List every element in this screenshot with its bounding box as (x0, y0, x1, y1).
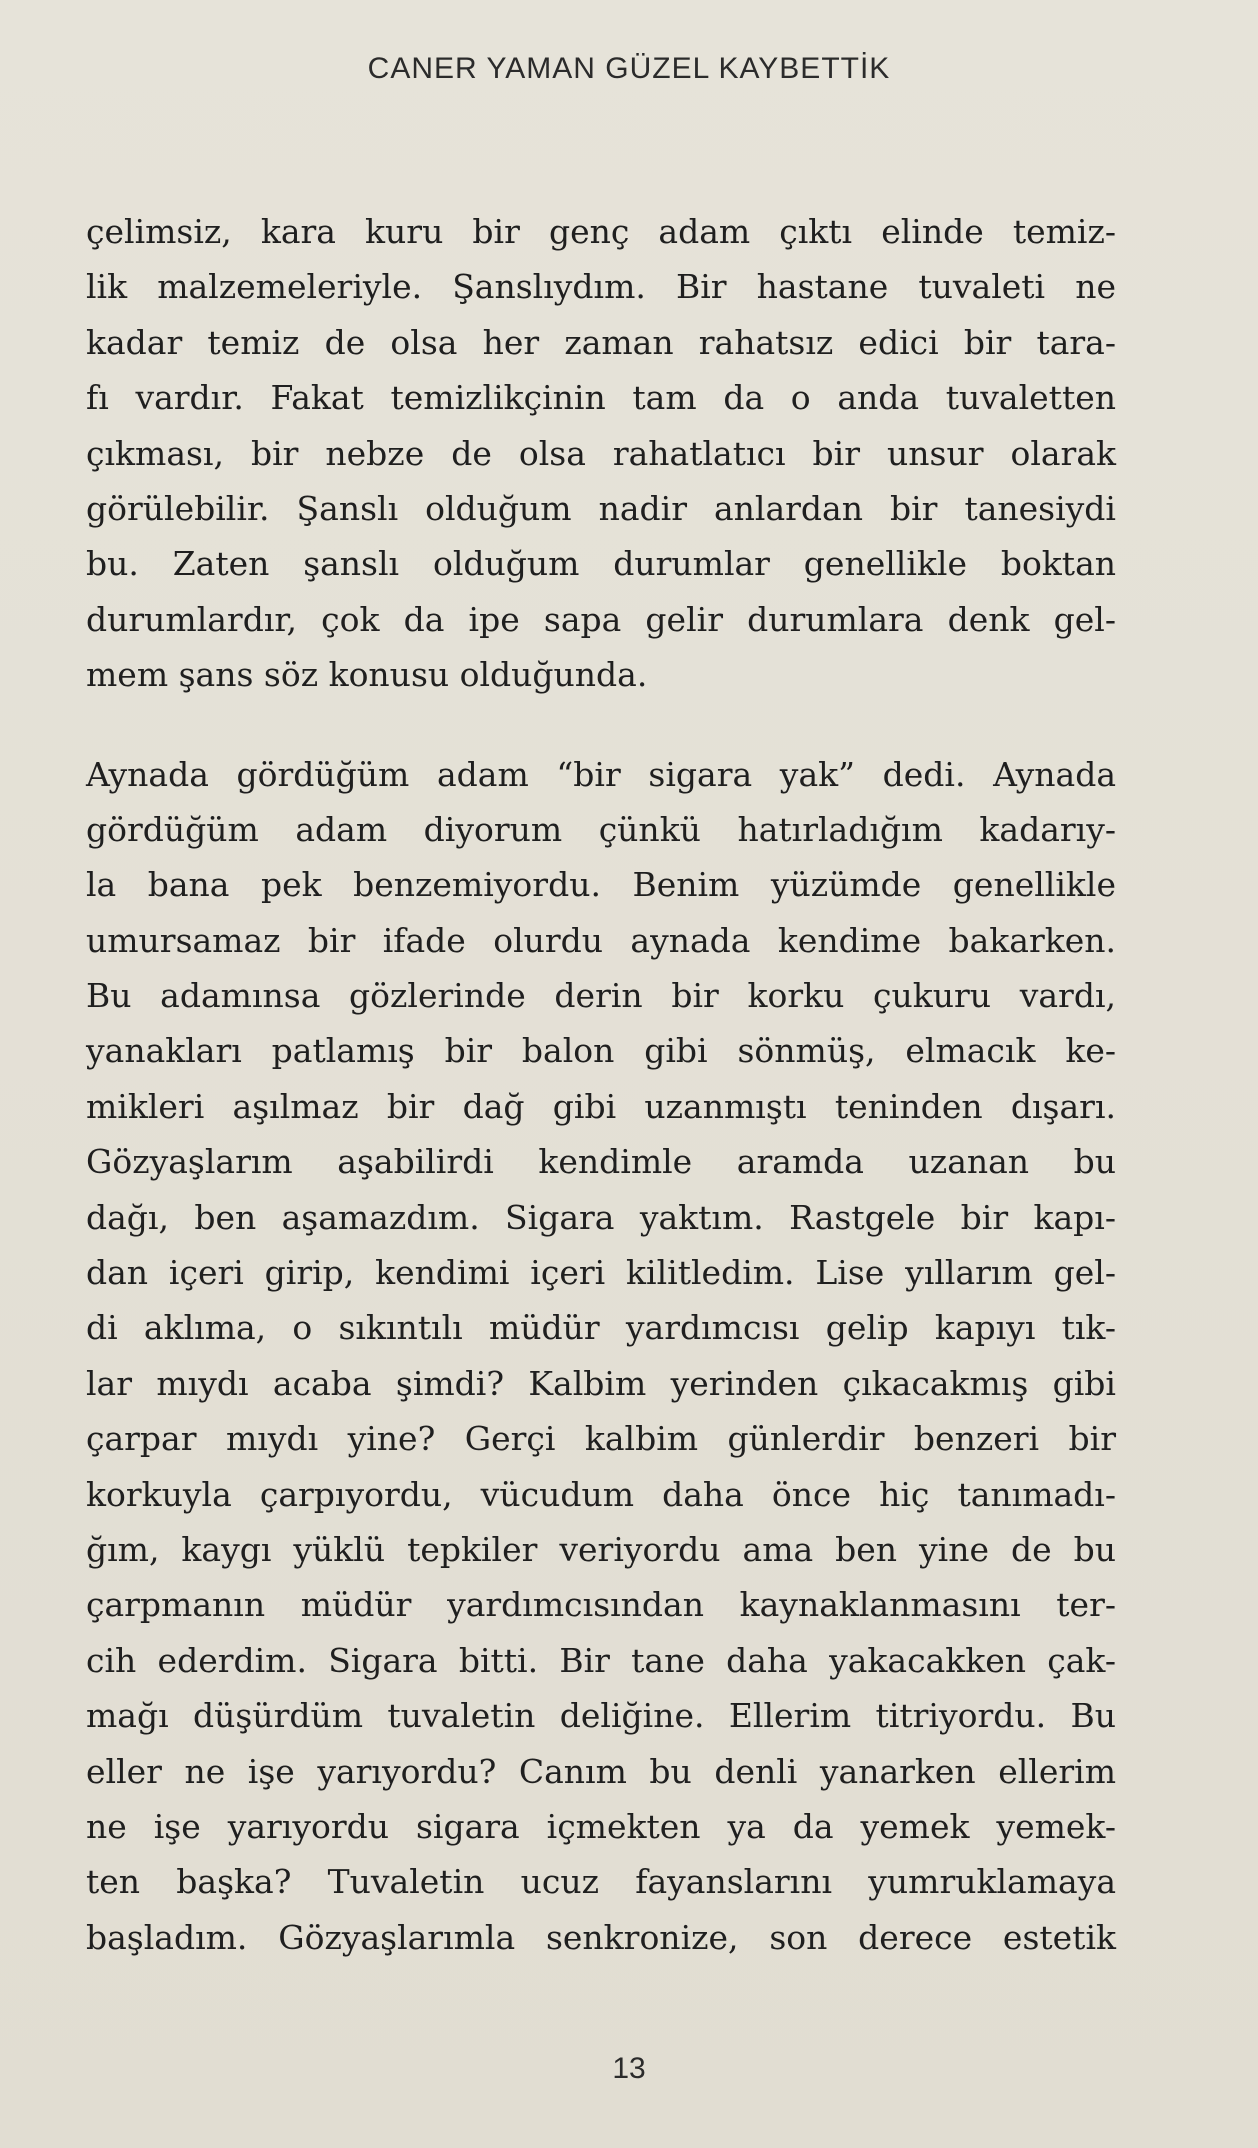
text-line: başladım. Gözyaşlarımla senkronize, son derece estetik (86, 1917, 1116, 1957)
text-line: ten başka? Tuvaletin ucuz fayanslarını yumruklamaya (86, 1862, 1116, 1902)
text-line: Bu adamınsa gözlerinde derin bir korku çukuru vardı, (86, 976, 1116, 1016)
text-line: fı vardır. Fakat temizlikçinin tam da o anda tuvaletten (86, 378, 1116, 418)
text-line: gördüğüm adam diyorum çünkü hatırladığım kadarıy- (86, 809, 1116, 849)
text-line: mem şans söz konusu olduğunda. (86, 655, 648, 695)
text-line: dağı, ben aşamazdım. Sigara yaktım. Rastgele bir kapı- (86, 1197, 1116, 1237)
paragraph-2 (86, 747, 1116, 1966)
text-line: lar mıydı acaba şimdi? Kalbim yerinden çıkacakmış gibi (86, 1363, 1116, 1403)
text-line: ne işe yarıyordu sigara içmekten ya da yemek yemek- (86, 1806, 1116, 1846)
body-text (86, 204, 1116, 1965)
text-line: ğım, kaygı yüklü tepkiler veriyordu ama ben yine de bu (86, 1529, 1116, 1569)
text-line: lik malzemeleriyle. Şanslıydım. Bir hastane tuvaleti ne (86, 267, 1116, 307)
text-line: cih ederdim. Sigara bitti. Bir tane daha yakacakken çak- (86, 1640, 1116, 1680)
page-number: 13 (612, 2052, 646, 2085)
running-head (0, 52, 1258, 86)
text-line: di aklıma, o sıkıntılı müdür yardımcısı gelip kapıyı tık- (86, 1308, 1116, 1348)
text-line: görülebilir. Şanslı olduğum nadir anlardan bir tanesiydi (86, 488, 1116, 528)
text-line: mikleri aşılmaz bir dağ gibi uzanmıştı teninden dışarı. (86, 1086, 1116, 1126)
text-line: la bana pek benzemiyordu. Benim yüzümde genellikle (86, 865, 1116, 905)
text-line: bu. Zaten şanslı olduğum durumlar genellikle boktan (86, 544, 1116, 584)
text-line: kadar temiz de olsa her zaman rahatsız edici bir tara- (86, 322, 1116, 362)
text-line: çıkması, bir nebze de olsa rahatlatıcı bir unsur olarak (86, 433, 1116, 473)
text-line: yanakları patlamış bir balon gibi sönmüş, elmacık ke- (86, 1031, 1116, 1071)
text-line: umursamaz bir ifade olurdu aynada kendime bakarken. (86, 920, 1116, 960)
text-line: dan içeri girip, kendimi içeri kilitledim. Lise yıllarım gel- (86, 1253, 1116, 1293)
text-line: durumlardır, çok da ipe sapa gelir durumlara denk gel- (86, 599, 1116, 639)
running-head-text: CANER YAMAN GÜZEL KAYBETTİK (367, 52, 891, 85)
text-line: çelimsiz, kara kuru bir genç adam çıktı elinde temiz- (86, 212, 1116, 251)
text-line: korkuyla çarpıyordu, vücudum daha önce hiç tanımadı- (86, 1474, 1116, 1514)
text-line: çarpmanın müdür yardımcısından kaynaklanmasını ter- (86, 1585, 1116, 1625)
text-line: çarpar mıydı yine? Gerçi kalbim günlerdir benzeri bir (86, 1419, 1116, 1459)
text-line: mağı düşürdüm tuvaletin deliğine. Ellerim titriyordu. Bu (86, 1696, 1116, 1736)
text-line: Gözyaşlarım aşabilirdi kendimle aramda uzanan bu (86, 1142, 1116, 1182)
paragraph-1 (86, 204, 1116, 703)
text-line: Aynada gördüğüm adam “bir sigara yak” dedi. Aynada (86, 754, 1116, 794)
text-line: eller ne işe yarıyordu? Canım bu denli yanarken ellerim (86, 1751, 1116, 1791)
